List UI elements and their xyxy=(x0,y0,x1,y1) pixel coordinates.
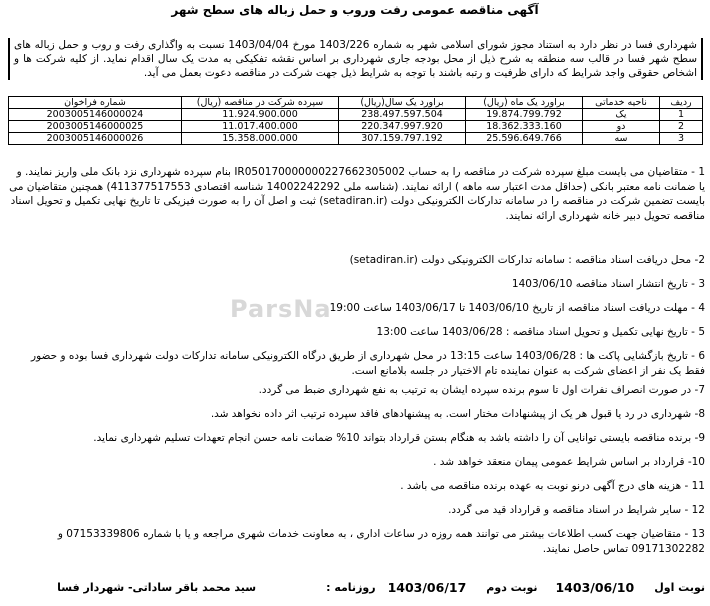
first-run-label: نوبت اول xyxy=(654,581,705,594)
cell-monthly-estimate: 25.596.649.766 xyxy=(466,133,583,145)
cell-monthly-estimate: 18.362.333.160 xyxy=(466,121,583,133)
header-call-number: شماره فراخوان xyxy=(9,97,182,109)
condition-7: 7- در صورت انصراف نفرات اول تا سوم برنده سپرده ایشان به ترتیب به نفع شهرداری ضبط می گردد. xyxy=(258,384,705,396)
header-row-number: ردیف xyxy=(660,97,703,109)
cell-row-number: 1 xyxy=(660,109,703,121)
condition-3: 3 - تاریخ انتشار اسناد مناقصه 1403/06/10 xyxy=(511,278,705,290)
notice-title: آگهی مناقصه عمومی رفت وروب و حمل زباله های سطح شهر xyxy=(171,3,539,17)
notice-footer xyxy=(8,580,705,595)
condition-1: 1 - متقاضیان می بایست مبلغ سپرده شرکت در مناقصه را به حساب IR050170000000227662305002 بنام سپرده شهرداری نزد بانک ملی واریز نمایند. و یا ضمانت نامه معتبر بانکی (حداقل مدت اعتبار سه ماهه ) ارائه نمایند. (شناسه ملی 14002242292 شناسه اقتصادی 411377517553) همچنین متقاضیان می بایست تضمین شرکت در مناقصه را در سامانه تدارکات الکترونیکی دولت (setadiran.ir) ثبت و اصل آن را به صورت فیزیکی تا تاریخ نهایی تکمیل و تحویل اسناد مناقصه تحویل دبیر خانه شهرداری ارائه نمایند. xyxy=(9,166,705,222)
table-header-row xyxy=(9,97,703,109)
cell-yearly-estimate: 307.159.797.192 xyxy=(339,133,466,145)
condition-2: 2- محل دریافت اسناد مناقصه : سامانه تدارکات الکترونیکی دولت (setadiran.ir) xyxy=(349,254,705,266)
intro-paragraph: شهرداری فسا در نظر دارد به استناد مجوز شورای اسلامی شهر به شماره 1403/226 مورخ 1403/04/04 نسبت به واگذاری رفت و روب و حمل زباله های سطح شهر فسا در قالب سه منطقه به شرح ذیل از محل بودجه جاری شهرداری بر اساس نقشه تفکیکی به مدت یک سال اقدام نماید. از کلیه شرکت ها و اشخاص حقوقی واجد شرایط که دارای ظرفیت و رتبه باشند با توجه به شرایط ذیل جهت شرکت در مناقصه دعوت بعمل می آید. xyxy=(8,38,703,80)
header-yearly-estimate: برآورد یک سال(ریال) xyxy=(339,97,466,109)
cell-call-number: 2003005146000024 xyxy=(9,109,182,121)
second-run-label: نوبت دوم xyxy=(486,581,538,594)
condition-5: 5 - تاریخ نهایی تکمیل و تحویل اسناد مناقصه : 1403/06/28 ساعت 13:00 xyxy=(376,326,705,338)
watermark-logo: ParsNa xyxy=(230,295,332,323)
condition-9: 9- برنده مناقصه بایستی توانایی آن را داشته باشد به هنگام بستن قرارداد بتواند 10% ضمانت نامه حسن انجام تعهدات تسلیم شهرداری نماید. xyxy=(93,432,705,444)
cell-service-area: یک xyxy=(583,109,660,121)
cell-deposit: 11.017.400.000 xyxy=(182,121,339,133)
cell-call-number: 2003005146000026 xyxy=(9,133,182,145)
cell-deposit: 15.358.000.000 xyxy=(182,133,339,145)
condition-12: 12 - سایر شرایط در اسناد مناقصه و قرارداد قید می گردد. xyxy=(448,504,705,516)
first-run-date: 1403/06/10 xyxy=(555,580,635,595)
condition-6: 6 - تاریخ بازگشایی پاکت ها : 1403/06/28 ساعت 13:15 در محل شهرداری از طریق درگاه الکترونیکی سامانه تدارکات دولت شهرداری فسا بوده و حضور فقط یک نفر از اعضای شرکت به عنوان نماینده تام الاختیار در جلسه بلامانع است. xyxy=(31,350,705,377)
condition-8: 8- شهرداری در رد یا قبول هر یک از پیشنهادات مختار است. به پیشنهادهای فاقد سپرده ترتیب اثر داده نخواهد شد. xyxy=(210,408,705,420)
cell-row-number: 3 xyxy=(660,133,703,145)
cell-monthly-estimate: 19.874.799.792 xyxy=(466,109,583,121)
condition-11: 11 - هزینه های درج آگهی درنو نوبت به عهده برنده مناقصه می باشد . xyxy=(400,480,705,492)
cell-call-number: 2003005146000025 xyxy=(9,121,182,133)
cell-service-area: سه xyxy=(583,133,660,145)
condition-10: 10- قرارداد بر اساس شرایط عمومی پیمان منعقد خواهد شد . xyxy=(433,456,705,468)
header-deposit: سپرده شرکت در مناقصه (ریال) xyxy=(182,97,339,109)
cell-yearly-estimate: 220.347.997.920 xyxy=(339,121,466,133)
header-monthly-estimate: برآورد یک ماه (ریال) xyxy=(466,97,583,109)
newspaper-label: روزنامه : xyxy=(326,581,376,594)
condition-4: 4 - مهلت دریافت اسناد مناقصه از تاریخ 1403/06/10 تا 1403/06/17 ساعت 19:00 xyxy=(329,302,705,314)
cell-yearly-estimate: 238.497.597.504 xyxy=(339,109,466,121)
tender-table xyxy=(8,96,703,145)
condition-13: 13 - متقاضیان جهت کسب اطلاعات بیشتر می توانند همه روزه در ساعات اداری ، به معاونت خدمات شهری مراجعه و یا با شماره 07153339806 و 09171302282 تماس حاصل نمایند. xyxy=(57,528,705,555)
header-service-area: ناحیه خدماتی xyxy=(583,97,660,109)
table-row xyxy=(9,109,703,121)
table-row xyxy=(9,133,703,145)
cell-service-area: دو xyxy=(583,121,660,133)
cell-row-number: 2 xyxy=(660,121,703,133)
table-row xyxy=(9,121,703,133)
cell-deposit: 11.924.900.000 xyxy=(182,109,339,121)
signature: سید محمد باقر ساداتی- شهردار فسا xyxy=(57,581,257,594)
second-run-date: 1403/06/17 xyxy=(387,580,467,595)
